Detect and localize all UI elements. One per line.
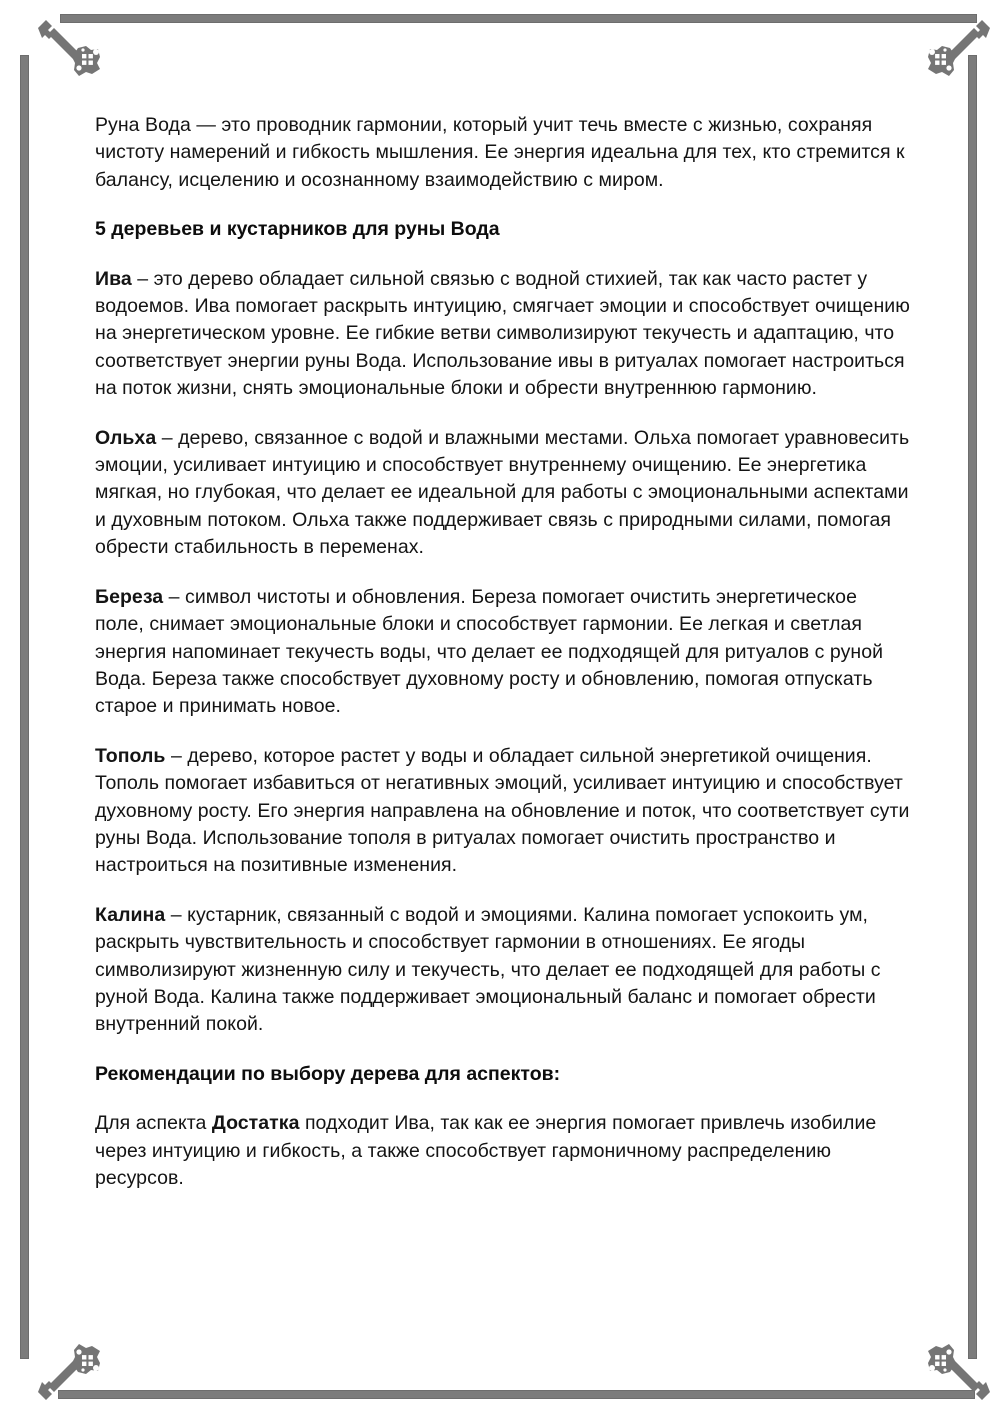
tree-name-kalina: Калина — [95, 903, 166, 926]
key-ornament-icon-top-right — [908, 16, 994, 102]
key-ornament-icon-bottom-right — [908, 1318, 994, 1404]
recommendations-heading: Рекомендации по выбору дерева для аспектов: — [95, 1062, 561, 1085]
frame-rule-bottom — [58, 1390, 975, 1399]
tree-entry-kalina — [95, 902, 910, 1039]
document-body — [95, 112, 910, 1192]
tree-entry-topol — [95, 743, 910, 880]
tree-body-bereza: символ чистоты и обновления. Береза помогает очистить энергетическое поле, снимает эмоциональные блоки и способствует гармонии. Ее легкая и светлая энергия напоминает текучесть воды, что делает ее подходящей для ритуалов с руной Вода. Береза также способствует духовному росту и обновлению, помогая отпускать старое и принимать новое. — [95, 585, 884, 718]
tree-body-iva: это дерево обладает сильной связью с водной стихией, так как часто растет у водоемов. Ива помогает раскрыть интуицию, смягчает эмоции и способствует очищению на энергетическом уровне. Ее гибкие ветви символизируют текучесть и адаптацию, что соответствует энергии руны Вода. Использование ивы в ритуалах помогает настроиться на поток жизни, снять эмоциональные блоки и обрести внутреннюю гармонию. — [95, 267, 910, 400]
frame-rule-right — [968, 55, 977, 1359]
recommendation-suffix: подходит Ива, так как ее энергия помогает привлечь изобилие через интуицию и гибкость, а также способствует гармоничному распределению ресурсов. — [95, 1112, 877, 1189]
tree-name-bereza: Береза — [95, 585, 164, 608]
tree-dash-topol: – — [165, 744, 188, 767]
recommendation-paragraph — [95, 1110, 910, 1192]
intro-paragraph: Руна Вода — это проводник гармонии, который учит течь вместе с жизнью, сохраняя чистоту намерений и гибкость мышления. Ее энергия идеальна для тех, кто стремится к балансу, исцелению и осознанному взаимодействию с миром. — [95, 114, 905, 191]
tree-dash-bereza: – — [163, 585, 186, 608]
tree-name-olha: Ольха — [95, 426, 157, 449]
recommendation-prefix: Для аспекта — [95, 1112, 212, 1135]
key-ornament-icon-bottom-left — [34, 1318, 120, 1404]
tree-body-topol: дерево, которое растет у воды и обладает сильной энергетикой очищения. Тополь помогает избавиться от негативных эмоций, усиливает интуицию и способствует духовному росту. Его энергия направлена на обновление и поток, что соответствует сути руны Вода. Использование тополя в ритуалах помогает очистить пространство и настроиться на позитивные изменения. — [95, 744, 910, 877]
tree-dash-olha: – — [156, 426, 179, 449]
key-ornament-icon-top-left — [34, 16, 120, 102]
tree-entry-olha — [95, 425, 910, 562]
tree-dash-kalina: – — [165, 903, 188, 926]
tree-body-olha: дерево, связанное с водой и влажными местами. Ольха помогает уравновесить эмоции, усиливает интуицию и способствует внутреннему очищению. Ее энергетика мягкая, но глубокая, что делает ее идеальной для работы с эмоциональными аспектами и духовным потоком. Ольха также поддерживает связь с природными силами, помогая обрести стабильность в переменах. — [95, 426, 910, 559]
tree-dash-iva: – — [131, 267, 154, 290]
tree-body-kalina: кустарник, связанный с водой и эмоциями. Калина помогает успокоить ум, раскрыть чувствительность и способствует гармонии в отношениях. Ее ягоды символизируют жизненную силу и текучесть, что делает ее подходящей для работы с руной Вода. Калина также поддерживает эмоциональный баланс и помогает обрести внутренний покой. — [95, 903, 881, 1036]
frame-rule-top — [60, 14, 977, 23]
tree-entry-bereza — [95, 584, 910, 721]
section-heading: 5 деревьев и кустарников для руны Вода — [95, 218, 500, 241]
frame-rule-left — [20, 55, 29, 1359]
tree-entry-iva — [95, 266, 910, 403]
tree-name-iva: Ива — [95, 267, 132, 290]
tree-name-topol: Тополь — [95, 744, 166, 767]
recommendation-aspect: Достатка — [211, 1112, 300, 1135]
